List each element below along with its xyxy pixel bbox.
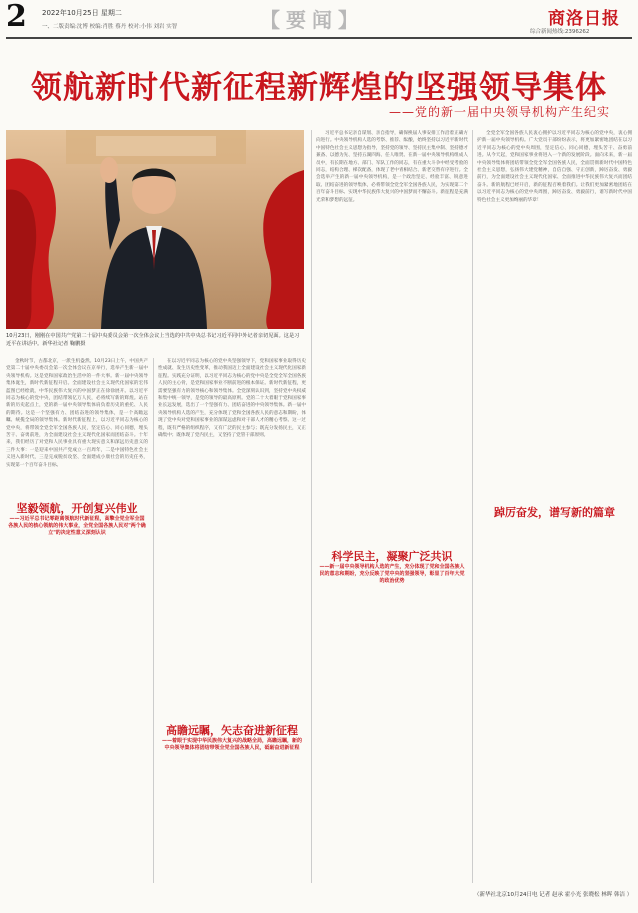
hotline-info: 综合新闻热线:2396262 — [530, 29, 590, 35]
sub-headline: ——党的新一届中央领导机构产生纪实 — [388, 105, 610, 119]
photo-illustration — [6, 130, 304, 329]
section-title-3: 科学民主，凝聚广泛共识 — [316, 548, 468, 564]
news-photo — [6, 130, 304, 329]
byline: （新华社北京10月24日电 记者 赵承 霍小光 张晓松 林晖 韩洁 ） — [474, 892, 633, 898]
section-subtitle-3: ——新一届中央领导机构人选的产生，充分体现了党和全国各族人民的意志和期盼，充分反映了党中央的坚强领导，彰显了百年大党的政治优势 — [319, 564, 465, 584]
column-text: 习近平总书记亲自谋划、亲自指导，确保换届人事安排工作沿着正确方向进行。中央领导机构人选的考察、推荐、酝酿，始终坚持以习近平新时代中国特色社会主义思想为指导，坚持党的领导、坚持民主集中制、坚持德才兼备、以德为先、坚持五湖四海、任人唯贤。在新一届中央领导机构组成人员中，有长期在地方、部门、军队工作的同志，有在重大斗争中经受考验的同志，结构合理、梯次配备，体现了老中青相结合、新老交替有序进行。全会选举产生的新一届中央领导机构，是一个政治坚定、经验丰富、锐意进取、团结奋进的领导集体，必将带领全党全军全国各族人民，为实现第二个百年奋斗目标、实现中华民族伟大复兴的中国梦而不懈奋斗。新征程是充满光荣和梦想的远征。 — [316, 131, 468, 203]
newspaper-logo: 商洛日报 — [548, 9, 620, 29]
column-text: 全党全军全国各族人民衷心拥护以习近平同志为核心的党中央，衷心拥护新一届中央领导机构。广大党员干部纷纷表示，将更加紧密地团结在以习近平同志为核心的党中央周围，坚定信心、同心同德，埋头苦干、奋勇前进。从今天起，党和国家事业将进入一个新的发展阶段。面向未来，新一届中央领导集体将团结带领全党全军全国各族人民，全面贯彻新时代中国特色社会主义思想，弘扬伟大建党精神，自信自强、守正创新，踔厉奋发、勇毅前行，为全面建设社会主义现代化国家、全面推进中华民族伟大复兴而团结奋斗。新的航程已经开启，新的征程召唤着我们。让我们更加紧密地团结在以习近平同志为核心的党中央周围，踔厉奋发、勇毅前行，谱写新时代中国特色社会主义更加绚丽的华章！ — [477, 131, 632, 203]
column-divider — [472, 130, 473, 883]
issue-date: 2022年10月25日 星期二 — [42, 9, 122, 17]
column-divider — [153, 358, 154, 883]
body-column-2 — [158, 358, 306, 883]
column-text: 金秋时节，古都北京，一派生机盎然。10月23日上午，中国共产党第二十届中央委员会第一次全体会议在京举行，选举产生新一届中央领导机构。这是党和国家政治生活中的一件大事。新一届中央领导集体诞生，新时代新征程开启。全面建设社会主义现代化国家的宏伟蓝图已经绘就，中华民族伟大复兴的中国梦正在徐徐展开。以习近平同志为核心的党中央，团结带领亿万人民，必将续写新的辉煌。站在新的历史起点上，党的新一届中央领导集体肩负着历史的重托、人民的期待。这是一个坚强有力、团结奋进的领导集体，是一个高瞻远瞩、统揽全局的领导集体。新时代新征程上，以习近平同志为核心的党中央，将带领全党全军全国各族人民，坚定信心、同心同德，埋头苦干、奋勇前进，为全面建设社会主义现代化国家而团结奋斗。十年来，我们经历了对党和人民事业具有重大现实意义和深远历史意义的三件大事：一是迎来中国共产党成立一百周年，二是中国特色社会主义进入新时代，三是完成脱贫攻坚、全面建成小康社会的历史任务，实现第一个百年奋斗目标。 — [6, 359, 148, 468]
body-column-1 — [6, 358, 148, 883]
section-title-1: 坚毅领航，开创复兴伟业 — [6, 500, 148, 516]
photo-caption: 10月23日，刚刚在中国共产党第二十届中央委员会第一次全体会议上当选的中共中央总书记习近平同中外记者亲切见面。这是习近平在讲话中。新华社记者 鞠鹏摄 — [6, 333, 300, 347]
section-title-4: 踔厉奋发，谱写新的篇章 — [477, 504, 632, 520]
headline: 领航新时代新征程新辉煌的坚强领导集体 — [31, 70, 607, 106]
section-subtitle-1: ——习近平总书记零距离领航时代新征程，高擎全党全军全国各族人民的核心领航的伟大事业，全党全国各族人民对"两个确立"的决定性意义深刻认识 — [8, 516, 146, 536]
editor-line: 一、二版责编:沈博 校编:肖胜 蔡丹 校对:小伟 刘岩 实智 — [42, 24, 178, 30]
column-divider — [311, 130, 312, 883]
section-name: 【要闻】 — [260, 8, 364, 32]
body-column-3 — [316, 130, 468, 883]
section-subtitle-2: ——着眼于实现中华民族伟大复兴的战略全局，高瞻远瞩，新的中央领导集体将团结带领全党全国各族人民，砥砺奋进新征程 — [161, 738, 302, 751]
header-rule — [6, 37, 632, 39]
section-title-2: 高瞻远瞩，矢志奋进新征程 — [158, 722, 306, 738]
masthead — [0, 0, 638, 40]
column-text: 在以习近平同志为核心的党中央坚强领导下，党和国家事业取得历史性成就、发生历史性变革，推动我国迈上全面建设社会主义现代化国家新征程。实践充分证明，以习近平同志为核心的党中央是全党全军全国各族人民的主心骨，是党和国家事业不断前进的根本保证。新时代新征程，更需要坚强有力的领导核心和领导集体。全党深刻认识到，坚持党中央权威和集中统一领导，是党的领导的最高原则。党的二十大着眼于党和国家事业长远发展，选出了一个坚强有力、团结奋进的中央领导集体。新一届中央领导机构人选的产生，充分体现了党和全国各族人民的意志和期盼，体现了党中央对党和国家事业的深谋远虑和对干部人才的精心考察。这一过程，既有严格的组织程序，又有广泛的民主参与；既充分发扬民主，又正确集中；既体现了党内民主，又坚持了党管干部原则。 — [158, 359, 306, 439]
page-number: 2 — [6, 0, 27, 34]
